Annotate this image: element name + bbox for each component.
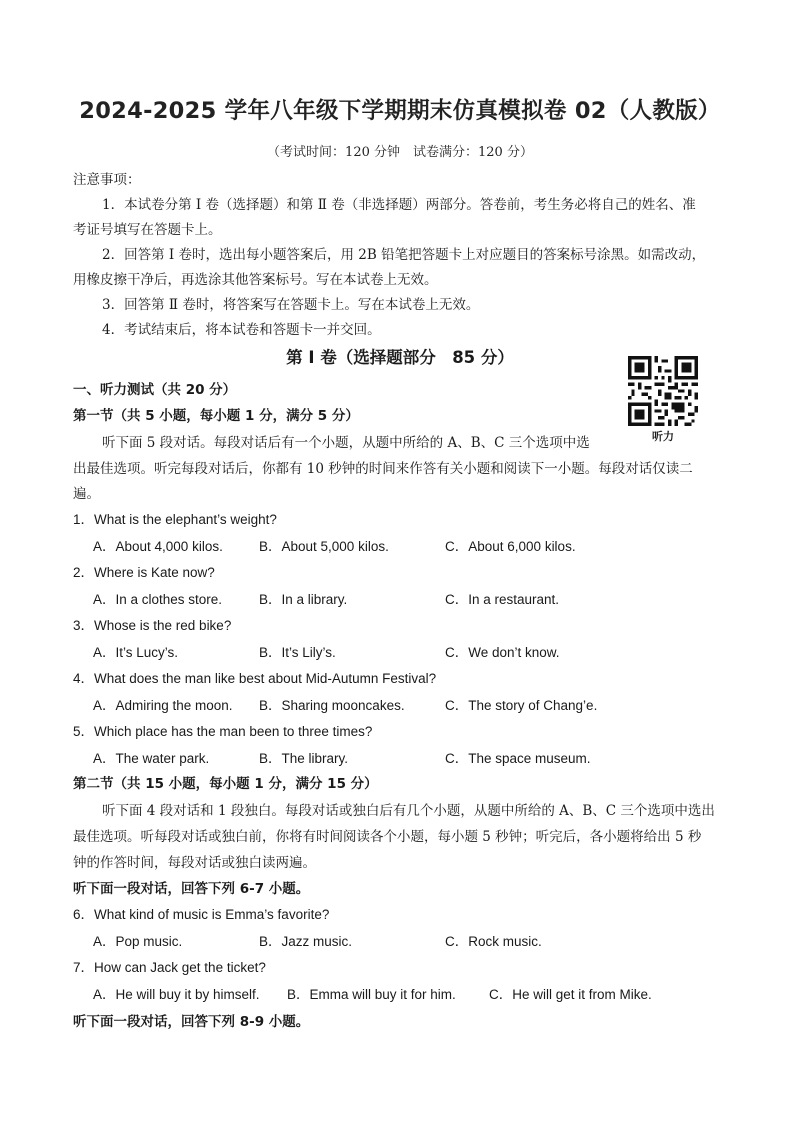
option-b: B．Jazz music. [259, 934, 353, 949]
group-heading: 听下面一段对话，回答下列 6-7 小题。 [73, 881, 310, 897]
instructions-line: 听下面 5 段对话。每段对话后有一个小题，从题中所给的 A、B、C 三个选项中选 [102, 435, 590, 451]
option-c: C．We don’t know. [445, 645, 560, 660]
notice-line: 2．回答第 Ⅰ 卷时，选出每小题答案后，用 2B 铅笔把答题卡上对应题目的答案标号涂黑。如需改动， [102, 247, 706, 263]
option-c: C．About 6,000 kilos. [445, 539, 576, 554]
option-a: A．In a clothes store. [93, 592, 223, 607]
question-text: 5．Which place has the man been to three times? [73, 724, 373, 739]
option-c: C．He will get it from Mike. [489, 987, 652, 1002]
option-b: B．About 5,000 kilos. [259, 539, 389, 554]
notice-line: 用橡皮擦干净后，再选涂其他答案标号。写在本试卷上无效。 [73, 272, 438, 288]
page-title: 2024-2025 学年八年级下学期期末仿真模拟卷 02（人教版） [79, 98, 721, 124]
question-text: 6．What kind of music is Emma’s favorite? [73, 907, 330, 922]
option-b: B．It’s Lily’s. [259, 645, 336, 660]
option-a: A．Pop music. [93, 934, 183, 949]
option-b: B．Emma will buy it for him. [287, 987, 456, 1002]
instructions-line: 遍。 [73, 486, 100, 502]
notice-line: 考证号填写在答题卡上。 [73, 222, 222, 238]
instructions-line: 最佳选项。听每段对话或独白前，你将有时间阅读各个小题，每小题 5 秒钟；听完后，各小题将给出 5 秒 [73, 829, 702, 845]
option-c: C．In a restaurant. [445, 592, 560, 607]
subsection-heading: 第一节（共 5 小题，每小题 1 分，满分 5 分） [73, 408, 359, 424]
option-a: A．Admiring the moon. [93, 698, 233, 713]
option-b: B．The library. [259, 751, 349, 766]
notice-line: 4．考试结束后，将本试卷和答题卡一并交回。 [102, 322, 381, 338]
notice-line: 3．回答第 Ⅱ 卷时，将答案写在答题卡上。写在本试卷上无效。 [102, 297, 480, 313]
instructions-line: 钟的作答时间，每段对话或独白读两遍。 [73, 855, 316, 871]
question-text: 1．What is the elephant’s weight? [73, 512, 277, 527]
option-a: A．He will buy it by himself. [93, 987, 260, 1002]
qr-code [628, 356, 698, 426]
section-heading: 一、听力测试（共 20 分） [73, 382, 237, 398]
group-heading: 听下面一段对话，回答下列 8-9 小题。 [73, 1014, 310, 1030]
part1-title: 第 I 卷（选择题部分 85 分） [286, 348, 514, 367]
qr-label: 听力 [652, 430, 674, 443]
question-text: 7．How can Jack get the ticket? [73, 960, 266, 975]
notice-line: 1．本试卷分第 Ⅰ 卷（选择题）和第 Ⅱ 卷（非选择题）两部分。答卷前，考生务必将自己的姓名、准 [102, 197, 696, 213]
question-text: 3．Whose is the red bike? [73, 618, 232, 633]
option-b: B．Sharing mooncakes. [259, 698, 405, 713]
option-a: A．It’s Lucy’s. [93, 645, 179, 660]
instructions-line: 听下面 4 段对话和 1 段独白。每段对话或独白后有几个小题，从题中所给的 A、B、C 三个选项中选出 [102, 803, 715, 819]
option-c: C．The story of Chang’e. [445, 698, 598, 713]
question-text: 4．What does the man like best about Mid-Autumn Festival? [73, 671, 437, 686]
exam-info: （考试时间：120 分钟 试卷满分：120 分） [267, 145, 533, 160]
option-c: C．The space museum. [445, 751, 591, 766]
subsection-heading: 第二节（共 15 小题，每小题 1 分，满分 15 分） [73, 776, 378, 792]
option-a: A．The water park. [93, 751, 210, 766]
instructions-line: 出最佳选项。听完每段对话后，你都有 10 秒钟的时间来作答有关小题和阅读下一小题。每段对话仅读二 [73, 461, 693, 477]
option-a: A．About 4,000 kilos. [93, 539, 223, 554]
notice-heading: 注意事项： [73, 172, 141, 188]
question-text: 2．Where is Kate now? [73, 565, 215, 580]
option-c: C．Rock music. [445, 934, 542, 949]
option-b: B．In a library. [259, 592, 348, 607]
